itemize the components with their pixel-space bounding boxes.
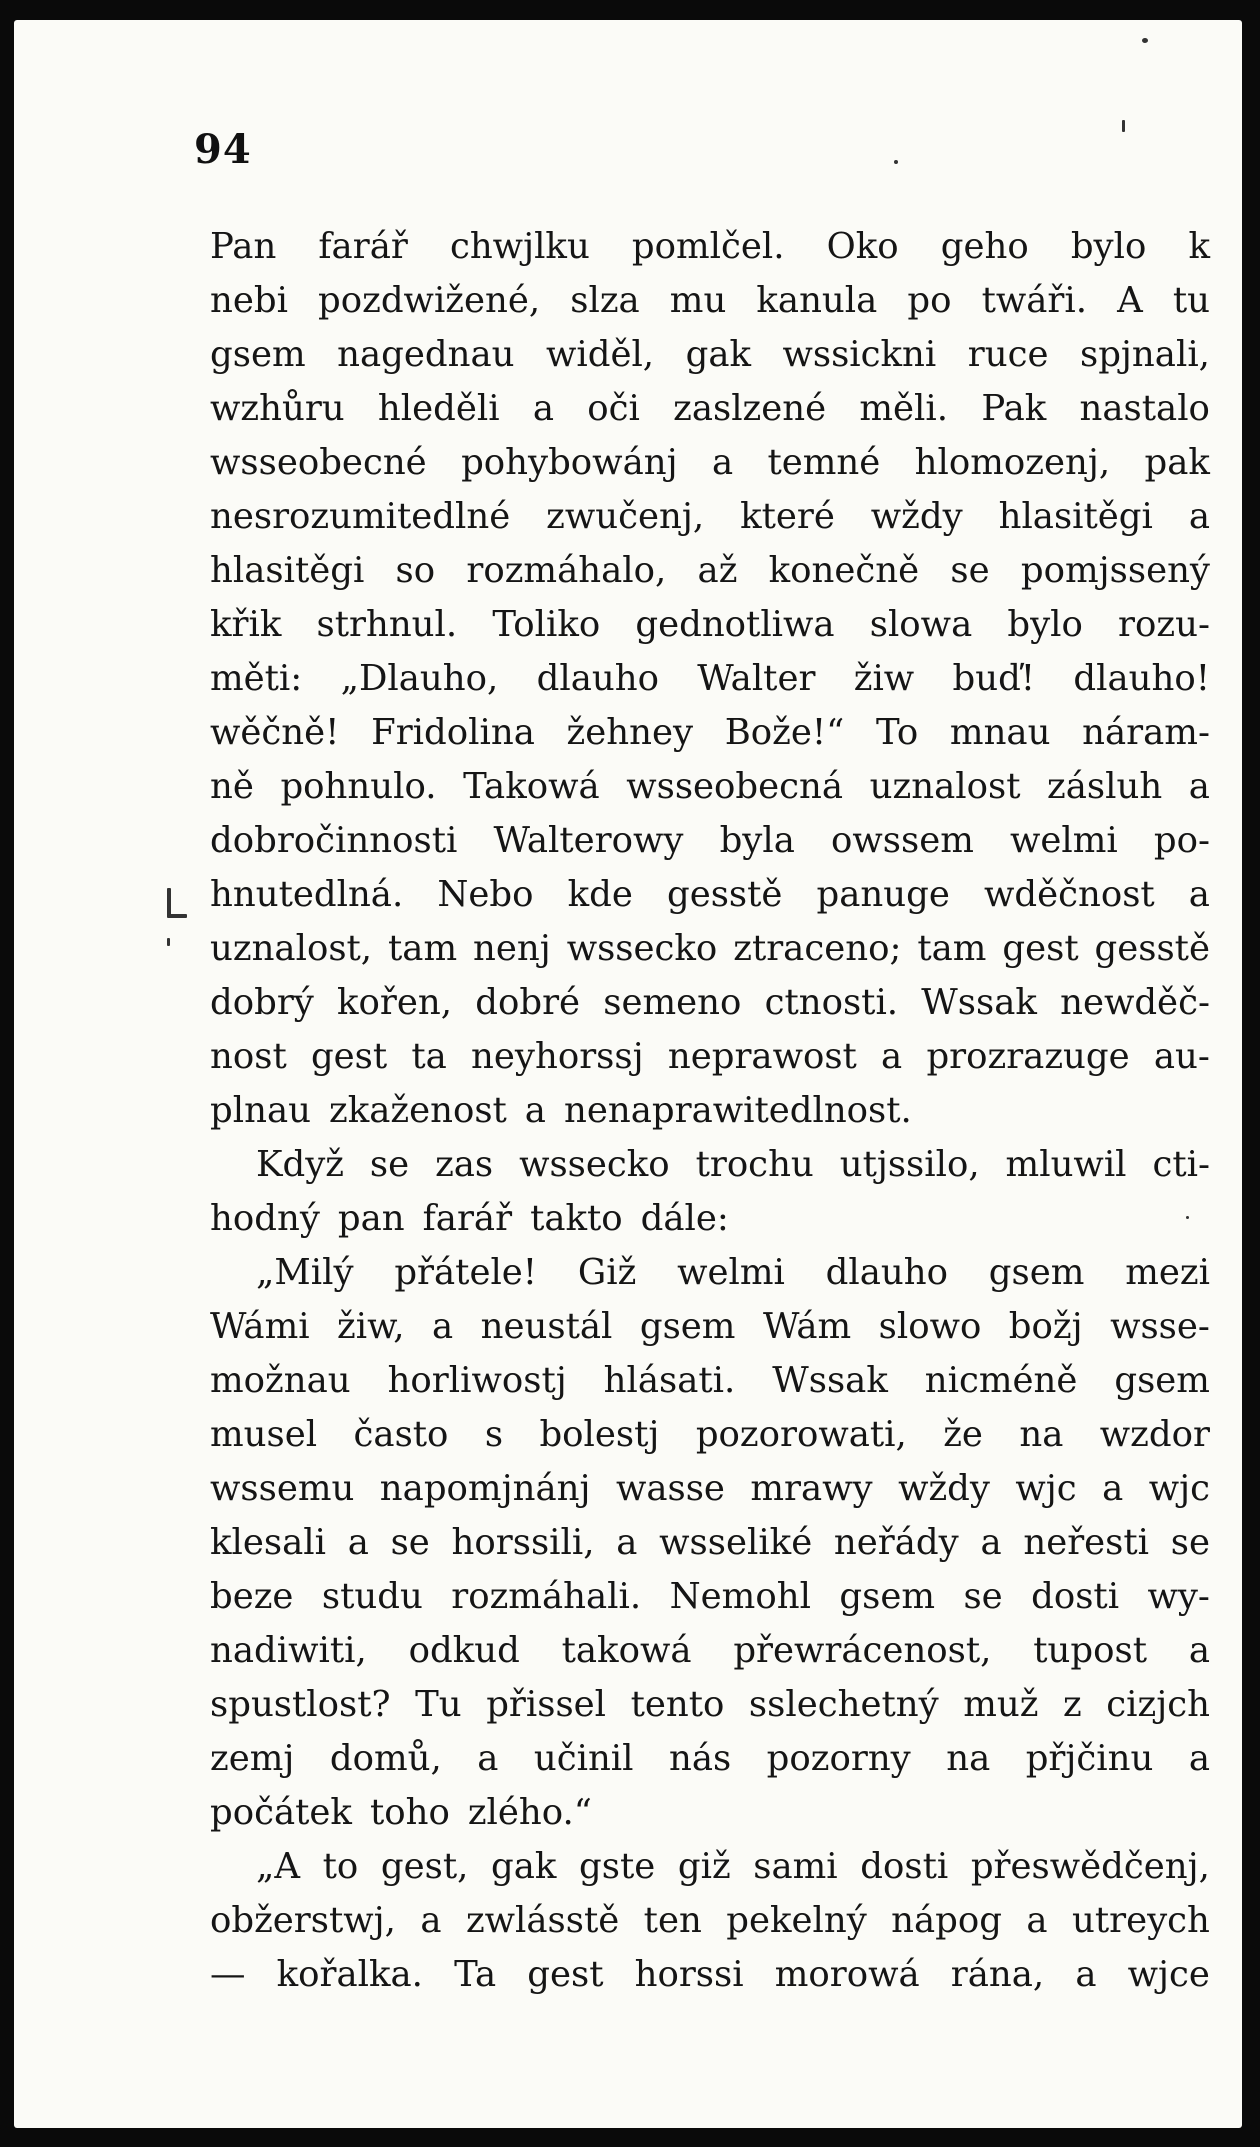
text-line: Pan farář chwjlku pomlčel. Oko geho bylo k [210, 226, 1210, 267]
text-line: „A to gest, gak gste giž sami dosti přeswědčenj, [256, 1846, 1210, 1887]
text-line: nebi pozdwižené, slza mu kanula po twáři. A tu [210, 280, 1210, 321]
text-line: musel často s bolestj pozorowati, že na wzdor [210, 1414, 1210, 1455]
text-line: počátek toho zlého.“ [210, 1792, 592, 1833]
text-line: beze studu rozmáhali. Nemohl gsem se dosti wy- [210, 1576, 1210, 1617]
text-line: hlasitěgi so rozmáhalo, až konečně se pomjssený [210, 550, 1210, 591]
ink-speck [167, 914, 187, 918]
text-line: nesrozumitedlné zwučenj, které wždy hlasitěgi a [210, 496, 1210, 537]
text-line: gsem nagednau widěl, gak wssickni ruce spjnali, [210, 334, 1210, 375]
body-text [210, 220, 1210, 2002]
text-line: uznalost, tam nenj wssecko ztraceno; tam gest gesstě [210, 928, 1210, 969]
ink-speck [167, 888, 171, 916]
text-line: možnau horliwostj hlásati. Wssak nicméně gsem [210, 1360, 1210, 1401]
ink-speck [1186, 1216, 1189, 1219]
text-line: obžerstwj, a zwlásstě ten pekelný nápog a utreych [210, 1900, 1210, 1941]
text-line: „Milý přátele! Giž welmi dlauho gsem mezi [256, 1252, 1210, 1293]
text-line: zemj domů, a učinil nás pozorny na přjčinu a [210, 1738, 1210, 1779]
text-line: wsseobecné pohybowánj a temné hlomozenj, pak [210, 442, 1210, 483]
ink-speck [1142, 38, 1148, 43]
text-line: wěčně! Fridolina žehney Bože!“ To mnau náram- [210, 712, 1210, 753]
book-page [14, 20, 1242, 2128]
text-line: nadiwiti, odkud takowá přewrácenost, tupost a [210, 1630, 1210, 1671]
page-number: 94 [194, 126, 252, 173]
text-line: ně pohnulo. Takowá wsseobecná uznalost zásluh a [210, 766, 1210, 807]
text-line: spustlost? Tu přissel tento sslechetný muž z cizjch [210, 1684, 1210, 1725]
text-line: hnutedlná. Nebo kde gesstě panuge wděčnost a [210, 874, 1210, 915]
text-line: hodný pan farář takto dále: [210, 1198, 729, 1239]
text-line: — kořalka. Ta gest horssi morowá rána, a wjce [210, 1954, 1210, 1995]
text-line: klesali a se horssili, a wsseliké neřády a neřesti se [210, 1522, 1210, 1563]
text-line: dobrý kořen, dobré semeno ctnosti. Wssak newděč- [210, 982, 1210, 1023]
text-line: plnau zkaženost a nenaprawitedlnost. [210, 1090, 912, 1131]
text-line: Když se zas wssecko trochu utjssilo, mluwil cti- [256, 1144, 1210, 1185]
ink-speck [1122, 120, 1125, 132]
text-line: nost gest ta neyhorssj neprawost a prozrazuge au- [210, 1036, 1210, 1077]
text-line: wssemu napomjnánj wasse mrawy wždy wjc a wjc [210, 1468, 1210, 1509]
text-line: Wámi žiw, a neustál gsem Wám slowo božj wsse- [210, 1306, 1210, 1347]
ink-speck [167, 938, 170, 946]
text-line: křik strhnul. Toliko gednotliwa slowa bylo rozu- [210, 604, 1210, 645]
ink-speck [894, 160, 898, 164]
text-line: wzhůru hleděli a oči zaslzené měli. Pak nastalo [210, 388, 1210, 429]
text-line: měti: „Dlauho, dlauho Walter žiw buď! dlauho! [210, 658, 1210, 699]
text-line: dobročinnosti Walterowy byla owssem welmi po- [210, 820, 1210, 861]
